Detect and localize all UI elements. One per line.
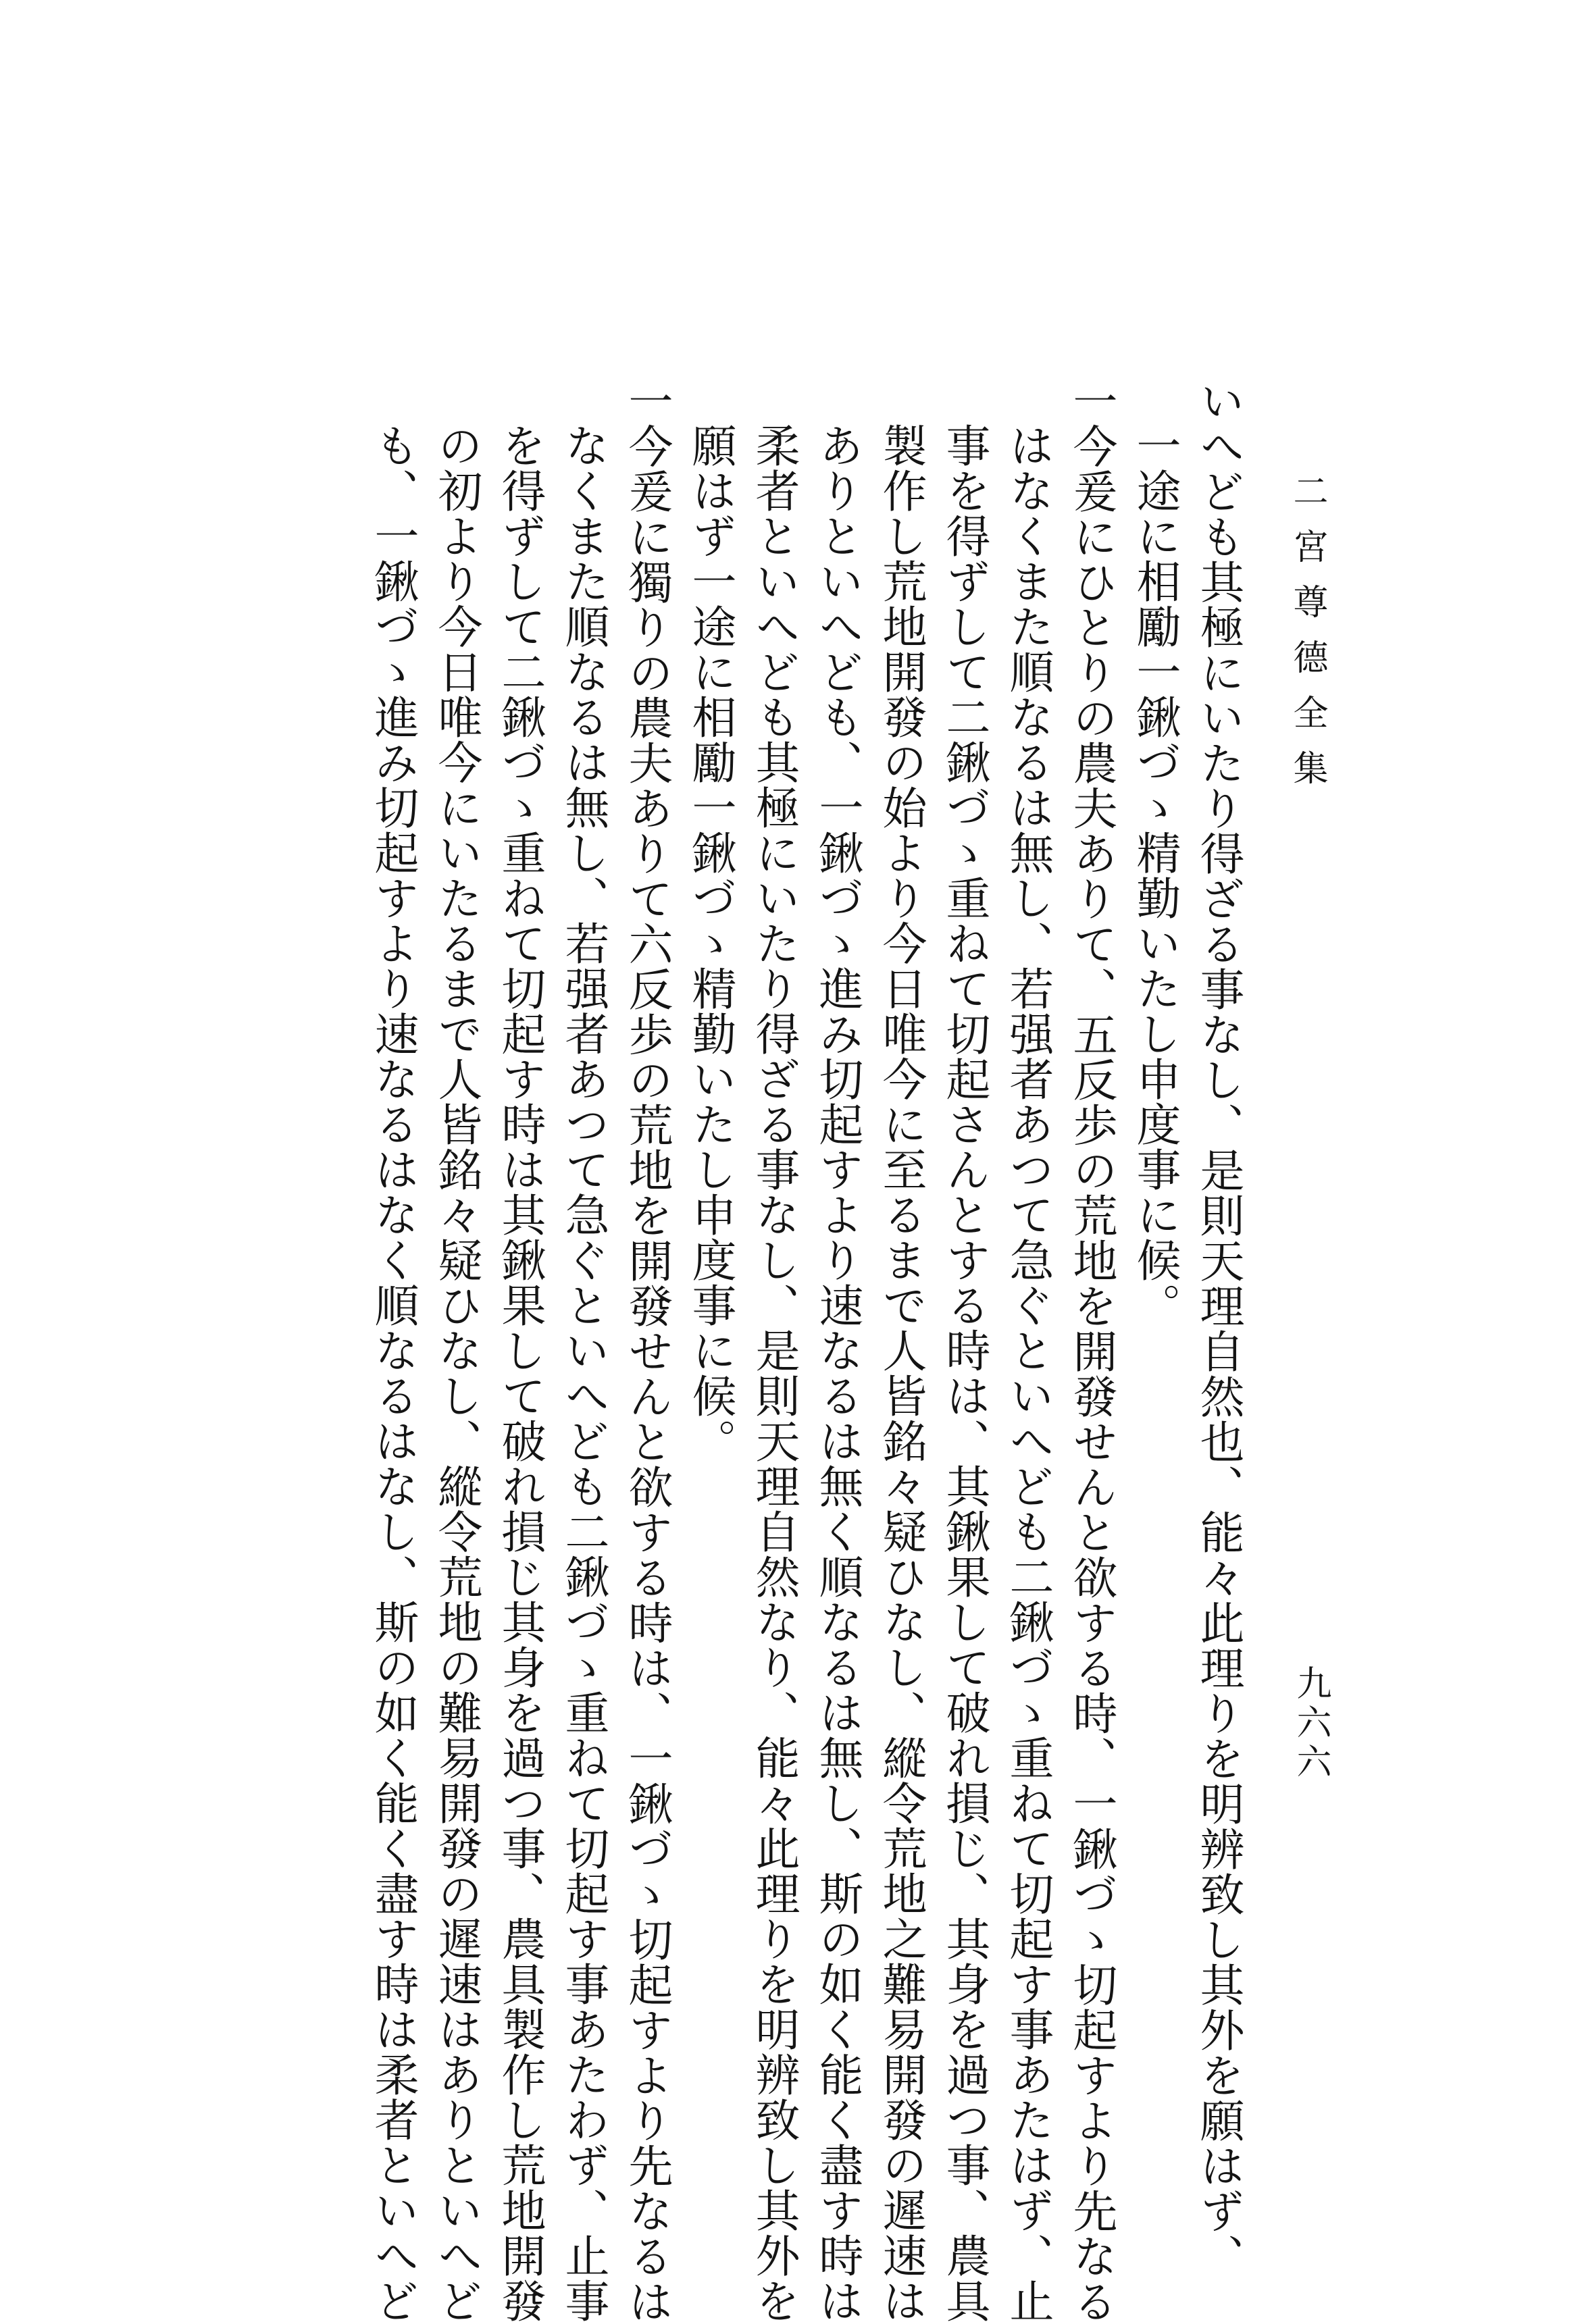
text-column: の初より今日唯今にいたるまで人皆銘々疑ひなし、縱令荒地の難易開發の遲速はありといへど (430, 423, 482, 2323)
text-column: 事を得ずして二鍬づゝ重ねて切起さんとする時は、其鍬果して破れ損じ、其身を過つ事、農具 (938, 423, 990, 2323)
running-head-title: 二宮尊德全集 (1287, 473, 1327, 805)
page-number: 九六六 (1290, 1665, 1331, 1782)
text-column: 製作し荒地開發の始より今日唯今に至るまで人皆銘々疑ひなし、縱令荒地之難易開發の遲速は (875, 423, 927, 2323)
text-column: 柔者といへども其極にいたり得ざる事なし、是則天理自然なり、能々此理りを明辨致し其外を (748, 423, 800, 2323)
text-column: いへども其極にいたり得ざる事なし、是則天理自然也、能々此理りを明辨致し其外を願はず、 (1192, 378, 1244, 2279)
text-column: はなくまた順なるは無し、若强者あつて急ぐといへども二鍬づゝ重ねて切起す事あたはず、止 (1002, 423, 1054, 2323)
text-column: も、一鍬づゝ進み切起すより速なるはなく順なるはなし、斯の如く能く盡す時は柔者といへど (367, 423, 419, 2323)
text-column: 一途に相勵一鍬づゝ精勤いたし申度事に候。 (1129, 423, 1181, 1328)
text-column: なくまた順なるは無し、若强者あつて急ぐといへども二鍬づゝ重ねて切起す事あたわず、止事 (557, 423, 609, 2323)
body-text (142, 378, 1250, 2324)
text-column: 願はず一途に相勵一鍬づゝ精勤いたし申度事に候。 (684, 423, 736, 1464)
text-column: 一今爰に獨りの農夫ありて六反歩の荒地を開發せんと欲する時は、一鍬づゝ切起すより先なるは (621, 378, 673, 2324)
text-column: 一今爰にひとりの農夫ありて、五反歩の荒地を開發せんと欲する時、一鍬づゝ切起すより先なる (1065, 378, 1117, 2324)
text-column: ありといへども、一鍬づゝ進み切起すより速なるは無く順なるは無し、斯の如く能く盡す時は (811, 423, 863, 2323)
text-column: を得ずして二鍬づゝ重ねて切起す時は其鍬果して破れ損じ其身を過つ事、農具製作し荒地開發 (494, 423, 546, 2323)
